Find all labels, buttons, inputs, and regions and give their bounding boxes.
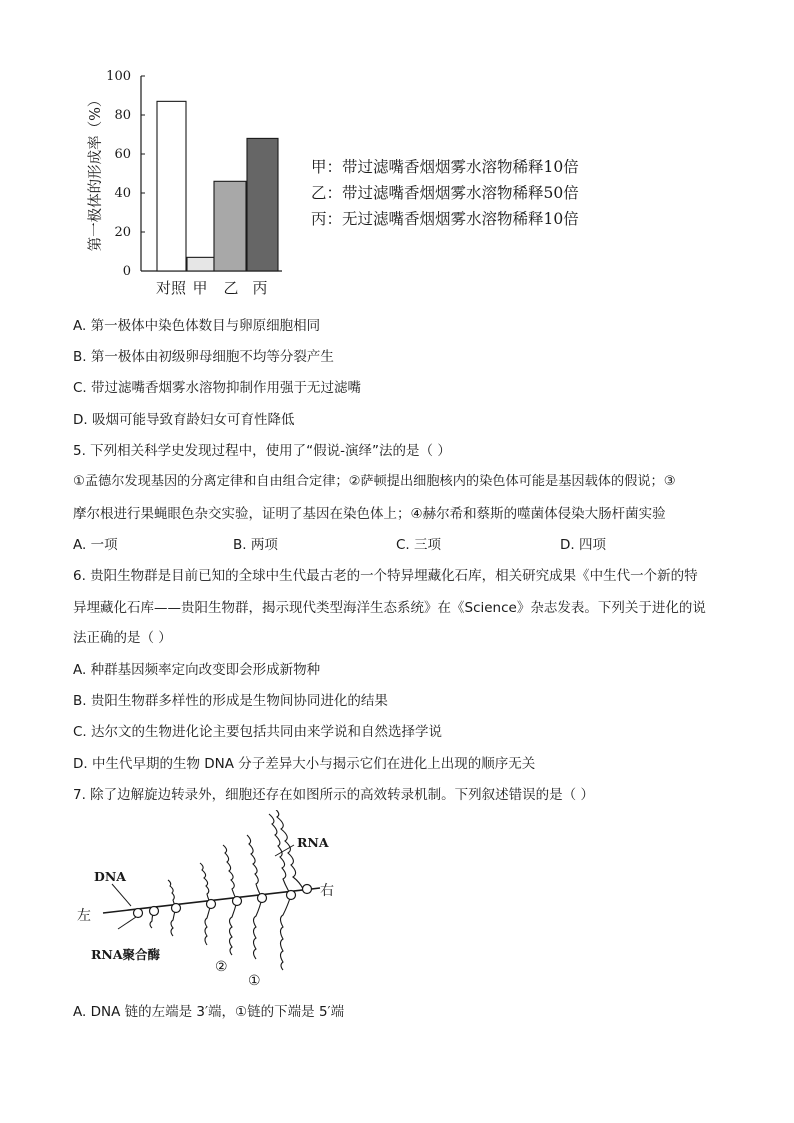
q7-option-a: A. DNA 链的左端是 3′端，①链的下端是 5′端 xyxy=(73,1004,345,1020)
y-tick-label: 40 xyxy=(114,186,131,201)
q4-option-d: D. 吸烟可能导致育龄妇女可育性降低 xyxy=(73,412,295,428)
bar-1 xyxy=(157,101,186,271)
y-tick-label: 60 xyxy=(114,147,131,162)
bar-4 xyxy=(247,138,278,271)
dna-label: DNA xyxy=(94,869,126,884)
right-end-label: 右 xyxy=(320,883,334,899)
q4-option-a: A. 第一极体中染色体数目与卵原细胞相同 xyxy=(73,318,321,334)
rna-polymerase-label: RNA聚合酶 xyxy=(91,947,161,962)
bar-3 xyxy=(214,181,246,271)
strand-1-label: ① xyxy=(248,973,261,989)
q5-stem: 5. 下列相关科学史发现过程中，使用了“假说-演绎”法的是（ ） xyxy=(73,443,451,459)
q7-stem: 7. 除了边解旋边转录外，细胞还存在如图所示的高效转录机制。下列叙述错误的是（ ） xyxy=(73,787,594,803)
rna-strands-upper xyxy=(168,810,305,908)
rna-label: RNA xyxy=(297,835,329,850)
q4-option-c: C. 带过滤嘴香烟雾水溶物抑制作用强于无过滤嘴 xyxy=(73,380,362,396)
polymerase-pointer xyxy=(118,917,136,929)
legend-entry: 丙：无过滤嘴香烟烟雾水溶物稀释10倍 xyxy=(311,210,579,228)
x-tick-label: 丙 xyxy=(252,279,268,297)
q6-option-d: D. 中生代早期的生物 DNA 分子差异大小与揭示它们在进化上出现的顺序无关 xyxy=(73,756,536,772)
q6-stem-line3: 法正确的是（ ） xyxy=(73,630,172,646)
strand-2-label: ② xyxy=(215,959,228,975)
q5-option-a: A. 一项 xyxy=(73,537,118,553)
y-tick-label: 20 xyxy=(114,225,131,240)
legend-entry: 甲：带过滤嘴香烟烟雾水溶物稀释10倍 xyxy=(311,158,579,176)
y-tick-label: 100 xyxy=(106,69,131,84)
left-end-label: 左 xyxy=(77,908,91,924)
q6-option-c: C. 达尔文的生物进化论主要包括共同由来学说和自然选择学说 xyxy=(73,724,443,740)
q5-option-c: C. 三项 xyxy=(396,537,442,553)
q5-option-b: B. 两项 xyxy=(233,537,278,553)
q4-option-b: B. 第一极体由初级卵母细胞不均等分裂产生 xyxy=(73,349,334,365)
q5-statement-line1: ①孟德尔发现基因的分离定律和自由组合定律；②萨顿提出细胞核内的染色体可能是基因载体的假说；③ xyxy=(73,474,676,489)
bar-2 xyxy=(187,257,214,271)
dna-pointer xyxy=(112,884,131,906)
x-tick-label: 乙 xyxy=(223,279,239,297)
transcription-diagram xyxy=(0,810,794,995)
bar-chart xyxy=(0,0,794,310)
x-tick-label: 甲 xyxy=(192,279,208,297)
legend-entry: 乙：带过滤嘴香烟烟雾水溶物稀释50倍 xyxy=(311,184,579,202)
x-tick-label: 对照 xyxy=(155,279,187,297)
y-axis-title: 第一极体的形成率（%） xyxy=(88,92,104,252)
y-tick-label: 0 xyxy=(122,264,131,279)
q6-stem-line2: 异埋藏化石库——贵阳生物群，揭示现代类型海洋生态系统》在《Science》杂志发表。下列关于进化的说 xyxy=(73,600,706,616)
q5-options xyxy=(73,536,723,554)
y-tick-label: 80 xyxy=(114,108,131,123)
q6-stem-line1: 6. 贵阳生物群是目前已知的全球中生代最古老的一个特异埋藏化石库，相关研究成果《中生代一个新的特 xyxy=(73,568,698,584)
q6-option-a: A. 种群基因频率定向改变即会形成新物种 xyxy=(73,662,321,678)
q5-statement-line2: 摩尔根进行果蝇眼色杂交实验，证明了基因在染色体上；④赫尔希和蔡斯的噬菌体侵染大肠杆菌实验 xyxy=(73,506,666,522)
q5-option-d: D. 四项 xyxy=(560,537,606,553)
q6-option-b: B. 贵阳生物群多样性的形成是生物间协同进化的结果 xyxy=(73,693,388,709)
